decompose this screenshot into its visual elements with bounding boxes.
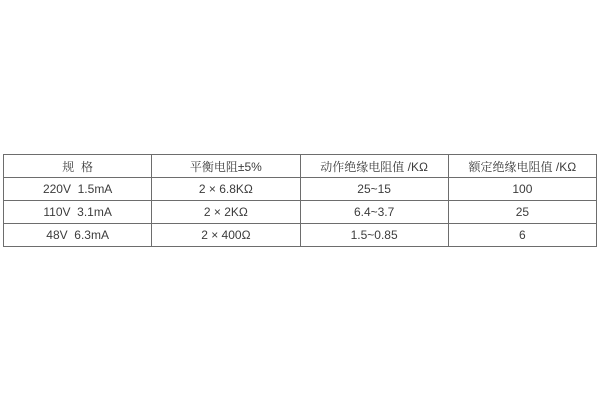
- table-row-110v: [4, 201, 597, 224]
- cell-rated-insul-110v: 25: [448, 201, 596, 224]
- header-cell-spec: 规 格: [4, 155, 152, 178]
- cell-rated-insul-220v: 100: [448, 178, 596, 201]
- cell-rated-insul-48v: 6: [448, 224, 596, 247]
- cell-action-insul-48v: 1.5~0.85: [300, 224, 448, 247]
- header-cell-rated-insul: 额定绝缘电阻值 /KΩ: [448, 155, 596, 178]
- header-cell-action-insul: 动作绝缘电阻值 /KΩ: [300, 155, 448, 178]
- cell-spec-220v: 220V 1.5mA: [4, 178, 152, 201]
- cell-balance-48v: 2 × 400Ω: [152, 224, 300, 247]
- spec-table: [3, 154, 597, 247]
- cell-spec-110v: 110V 3.1mA: [4, 201, 152, 224]
- cell-spec-48v: 48V 6.3mA: [4, 224, 152, 247]
- table-row-220v: [4, 178, 597, 201]
- table-row-48v: [4, 224, 597, 247]
- header-row: [4, 155, 597, 178]
- cell-balance-110v: 2 × 2KΩ: [152, 201, 300, 224]
- cell-balance-220v: 2 × 6.8KΩ: [152, 178, 300, 201]
- cell-action-insul-220v: 25~15: [300, 178, 448, 201]
- cell-action-insul-110v: 6.4~3.7: [300, 201, 448, 224]
- header-cell-balance-resist: 平衡电阻±5%: [152, 155, 300, 178]
